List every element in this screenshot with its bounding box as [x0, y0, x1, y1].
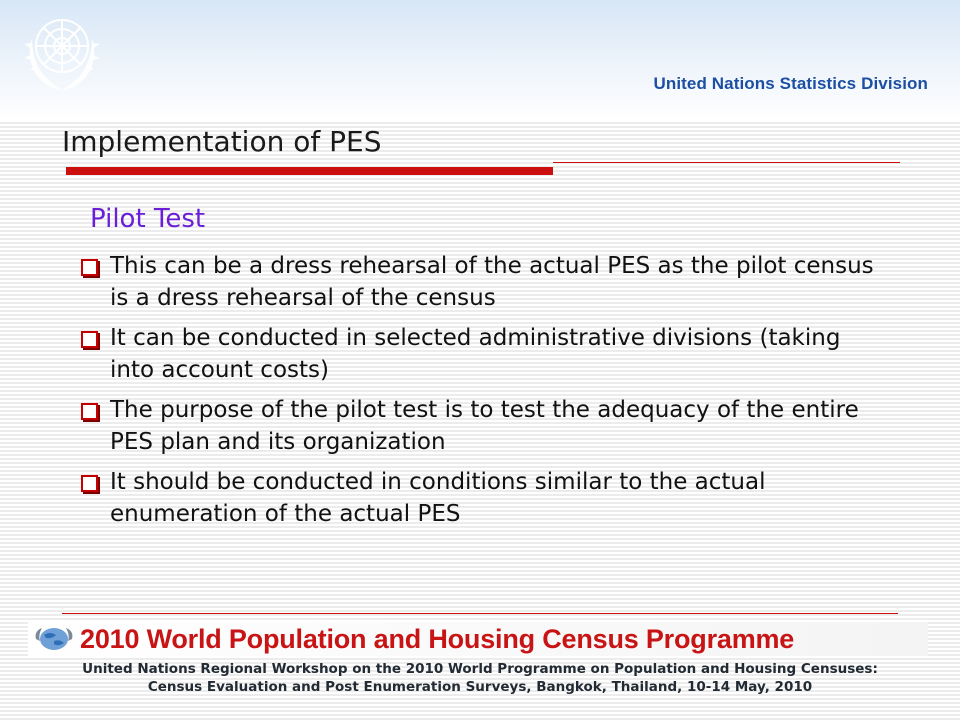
footer-caption: [0, 660, 960, 696]
bullet-item: [78, 466, 878, 530]
banner-title: 2010 World Population and Housing Census Programme: [80, 624, 795, 654]
page-title: Implementation of PES: [62, 125, 382, 158]
footer-line-2: Census Evaluation and Post Enumeration Surveys, Bangkok, Thailand, 10-14 May, 2010: [147, 679, 813, 695]
census-programme-logo-icon: [32, 625, 76, 653]
bullet-item: [78, 394, 878, 458]
title-underline-thick: [66, 167, 553, 175]
bullet-item: [78, 250, 878, 314]
bullet-text: This can be a dress rehearsal of the actual PES as the pilot census is a dress rehearsal of the census: [110, 253, 874, 311]
section-heading: Pilot Test: [90, 204, 206, 234]
checkbox-bullet-icon: [81, 475, 98, 492]
checkbox-bullet-icon: [81, 331, 98, 348]
title-underline-thin: [553, 162, 900, 163]
bullet-list: [78, 250, 878, 538]
census-programme-banner: [28, 622, 928, 656]
organization-name: United Nations Statistics Division: [653, 74, 928, 93]
un-emblem-icon: [22, 8, 102, 94]
bullet-text: It can be conducted in selected administrative divisions (taking into account costs): [110, 325, 841, 383]
checkbox-bullet-icon: [81, 403, 98, 420]
bullet-text: The purpose of the pilot test is to test the adequacy of the entire PES plan and its organization: [110, 397, 859, 455]
footer-divider: [62, 613, 898, 614]
footer-line-1: United Nations Regional Workshop on the 2010 World Programme on Population and Housing Censuses:: [82, 661, 878, 677]
bullet-text: It should be conducted in conditions similar to the actual enumeration of the actual PES: [110, 469, 766, 527]
header-band: [0, 0, 960, 120]
bullet-item: [78, 322, 878, 386]
checkbox-bullet-icon: [81, 259, 98, 276]
